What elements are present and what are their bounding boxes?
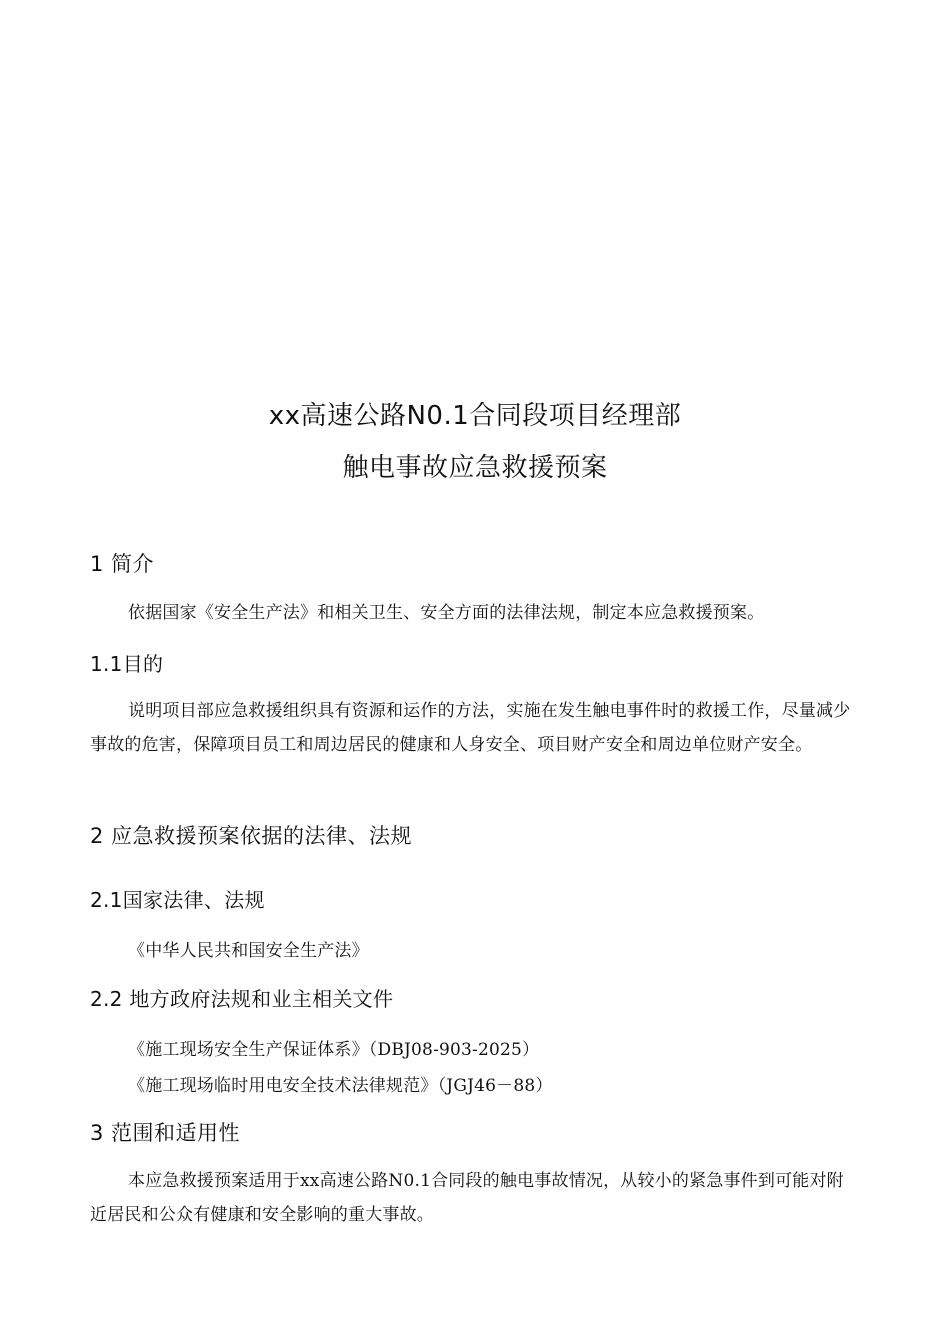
section-1-1-paragraph: 说明项目部应急救援组织具有资源和运作的方法，实施在发生触电事件时的救援工作，尽量减少事故的危害，保障项目员工和周边居民的健康和人身安全、项目财产安全和周边单位财产安全。	[90, 701, 851, 755]
section-2-1-heading: 2.1国家法律、法规	[90, 888, 265, 912]
section-3-paragraph: 本应急救援预案适用于xx高速公路N0.1合同段的触电事故情况，从较小的紧急事件到可能对附近居民和公众有健康和安全影响的重大事故。	[90, 1171, 844, 1225]
document-title-line1: xx高速公路N0.1合同段项目经理部	[268, 401, 682, 431]
section-2-2-item-1: 《施工现场安全生产保证体系》（DBJ08-903-2025）	[128, 1040, 540, 1060]
section-1-paragraph: 依据国家《安全生产法》和相关卫生、安全方面的法律法规，制定本应急救援预案。	[128, 603, 765, 623]
section-2-heading: 2 应急救援预案依据的法律、法规	[90, 824, 413, 848]
section-1-heading: 1 简介	[90, 552, 155, 576]
document-title-line2: 触电事故应急救援预案	[342, 453, 608, 483]
section-2-1-item: 《中华人民共和国安全生产法》	[128, 941, 369, 961]
section-3-heading: 3 范围和适用性	[90, 1121, 241, 1145]
section-2-2-item-2: 《施工现场临时用电安全技术法律规范》（JGJ46－88）	[128, 1076, 553, 1096]
section-1-1-heading: 1.1目的	[90, 652, 164, 676]
section-2-2-heading: 2.2 地方政府法规和业主相关文件	[90, 987, 394, 1011]
